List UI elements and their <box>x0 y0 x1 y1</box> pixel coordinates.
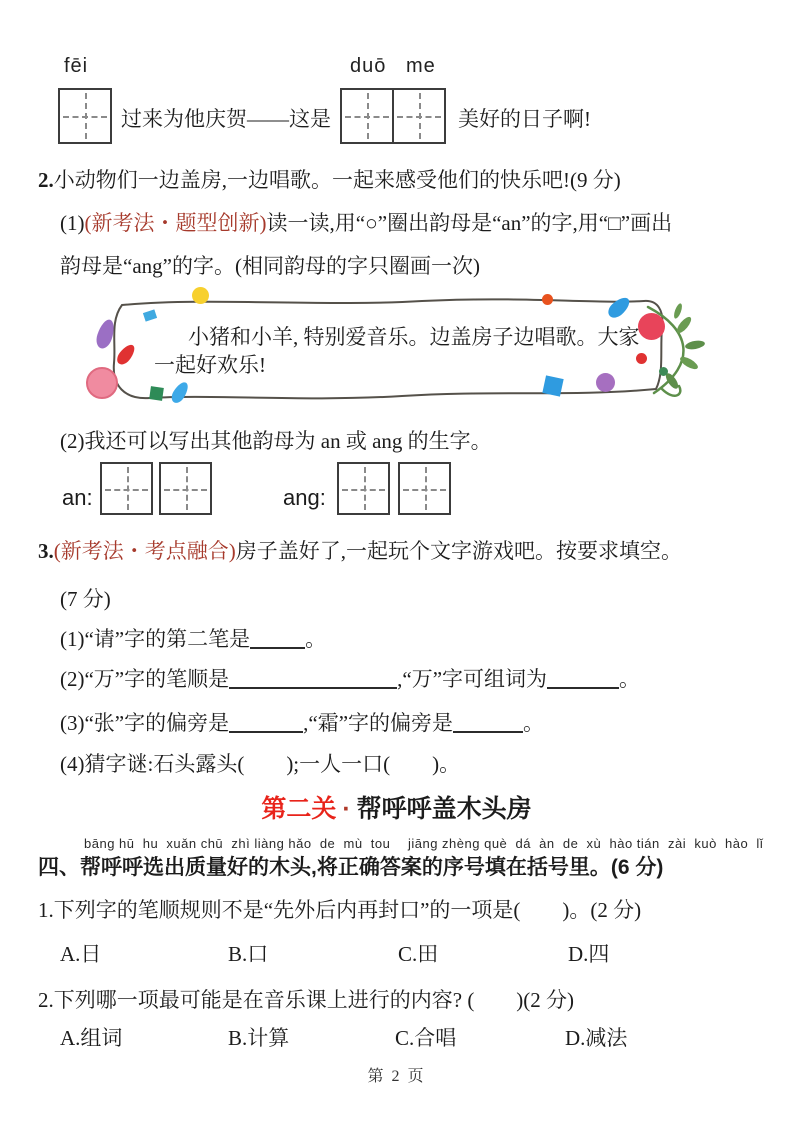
mc1-option-a: A.日 <box>60 942 102 966</box>
q3-sub1-pre: (1)“请”字的第二笔是 <box>60 627 251 651</box>
deco-pink-circle <box>86 367 118 399</box>
mc1-option-b: B.口 <box>228 942 269 966</box>
q3-sub2 <box>60 663 640 693</box>
q3-sub3-blank2 <box>453 713 523 733</box>
poem-line-1: 小猪和小羊, 特别爱音乐。边盖房子边唱歌。大家 <box>188 325 640 349</box>
an-writing-box-1 <box>100 462 153 515</box>
q2-sub2-line <box>60 425 492 455</box>
q2-sub1-line2: 韵母是“ang”的字。(相同韵母的字只圈画一次) <box>60 254 480 278</box>
deco-green-square <box>149 386 164 401</box>
poem-line-2: 一起好欢乐! <box>154 353 266 377</box>
mc1-option-d: D.四 <box>568 942 610 966</box>
q3-sub3-post: 。 <box>523 711 545 735</box>
q2-stem-line <box>38 164 621 194</box>
q3-sub2-post: 。 <box>619 667 641 691</box>
ang-writing-box-2 <box>398 462 451 515</box>
q3-sub1-blank <box>250 629 305 649</box>
q3-score: (7 分) <box>60 587 111 611</box>
pinyin-duo: duō <box>350 55 387 77</box>
deco-red-circle <box>638 313 665 340</box>
writing-box-fei <box>58 88 112 144</box>
q3-sub3 <box>60 707 544 737</box>
q2-sub1-prefix: (1) <box>60 211 85 235</box>
q2-sub2-text: 我还可以写出其他韵母为 an 或 ang 的生字。 <box>84 429 492 453</box>
q3-stem: 房子盖好了,一起玩个文字游戏吧。按要求填空。 <box>235 539 682 563</box>
q3-sub2-mid: ,“万”字可组词为 <box>397 667 548 691</box>
poem-decorated-box <box>92 291 707 413</box>
q3-sub3-mid: ,“霜”字的偏旁是 <box>303 711 454 735</box>
q3-stem-line <box>38 535 682 565</box>
q2-stem: 小动物们一边盖房,一边唱歌。一起来感受他们的快乐吧!(9 分) <box>53 168 621 192</box>
mc2-option-a: A.组词 <box>60 1026 123 1050</box>
deco-green-dot <box>659 367 668 376</box>
deco-yellow-circle <box>192 287 209 304</box>
mc2-stem: 2.下列哪一项最可能是在音乐课上进行的内容? ( )(2 分) <box>38 988 575 1012</box>
q3-annotation: (新考法・考点融合) <box>53 539 236 563</box>
q3-sub2-blank2 <box>547 669 619 689</box>
deco-purple-circle <box>596 373 615 392</box>
mc2-option-d: D.减法 <box>565 1026 628 1050</box>
fill-text-end: 美好的日子啊! <box>458 107 591 131</box>
mc1-stem: 1.下列字的笔顺规则不是“先外后内再封口”的一项是( )。(2 分) <box>38 898 642 922</box>
page-number: 第 2 页 <box>367 1068 426 1085</box>
ang-writing-box-1 <box>337 462 390 515</box>
deco-blue-diamond <box>542 375 563 396</box>
mc2-option-c: C.合唱 <box>395 1026 457 1050</box>
writing-box-me <box>392 88 446 144</box>
pinyin-fei: fēi <box>64 55 89 77</box>
mc2-option-b: B.计算 <box>228 1026 290 1050</box>
section-heading-separator: · <box>342 795 351 823</box>
q2-sub1-annotation: (新考法・题型创新) <box>84 211 267 235</box>
ang-label: ang: <box>283 485 326 510</box>
section-heading <box>0 789 793 825</box>
an-writing-box-2 <box>159 462 212 515</box>
deco-red-dot <box>636 353 647 364</box>
q3-number: 3. <box>38 539 54 563</box>
pinyin-me: me <box>406 55 436 77</box>
q2-sub1-text1: 读一读,用“○”圈出韵母是“an”的字,用“□”画出 <box>266 211 673 235</box>
deco-orange-dot <box>542 294 553 305</box>
q3-sub3-blank1 <box>229 713 303 733</box>
an-label: an: <box>62 485 93 510</box>
q3-sub1 <box>60 623 326 653</box>
section-heading-rest: 帮呼呼盖木头房 <box>356 795 532 823</box>
q3-sub1-post: 。 <box>305 627 327 651</box>
mc1-option-c: C.田 <box>398 942 439 966</box>
fill-text-mid: 过来为他庆贺——这是 <box>121 107 331 131</box>
q2-number: 2. <box>38 168 54 192</box>
q4-stem: 四、帮呼呼选出质量好的木头,将正确答案的序号填在括号里。(6 分) <box>38 856 664 879</box>
q4-pinyin-line: bāng hū hu xuǎn chū zhì liàng hǎo de mù tou jiāng zhèng què dá àn de xù hào tián zài kuò hào lǐ <box>84 836 764 851</box>
q3-sub2-blank1 <box>229 669 397 689</box>
q2-sub1-line1 <box>60 207 672 237</box>
q2-sub2-prefix: (2) <box>60 429 85 453</box>
q3-sub3-pre: (3)“张”字的偏旁是 <box>60 711 230 735</box>
q3-sub4: (4)猜字谜:石头露头( );一人一口( )。 <box>60 752 461 776</box>
q3-sub2-pre: (2)“万”字的笔顺是 <box>60 667 230 691</box>
section-heading-red: 第二关 <box>261 795 337 823</box>
writing-box-duo <box>340 88 394 144</box>
